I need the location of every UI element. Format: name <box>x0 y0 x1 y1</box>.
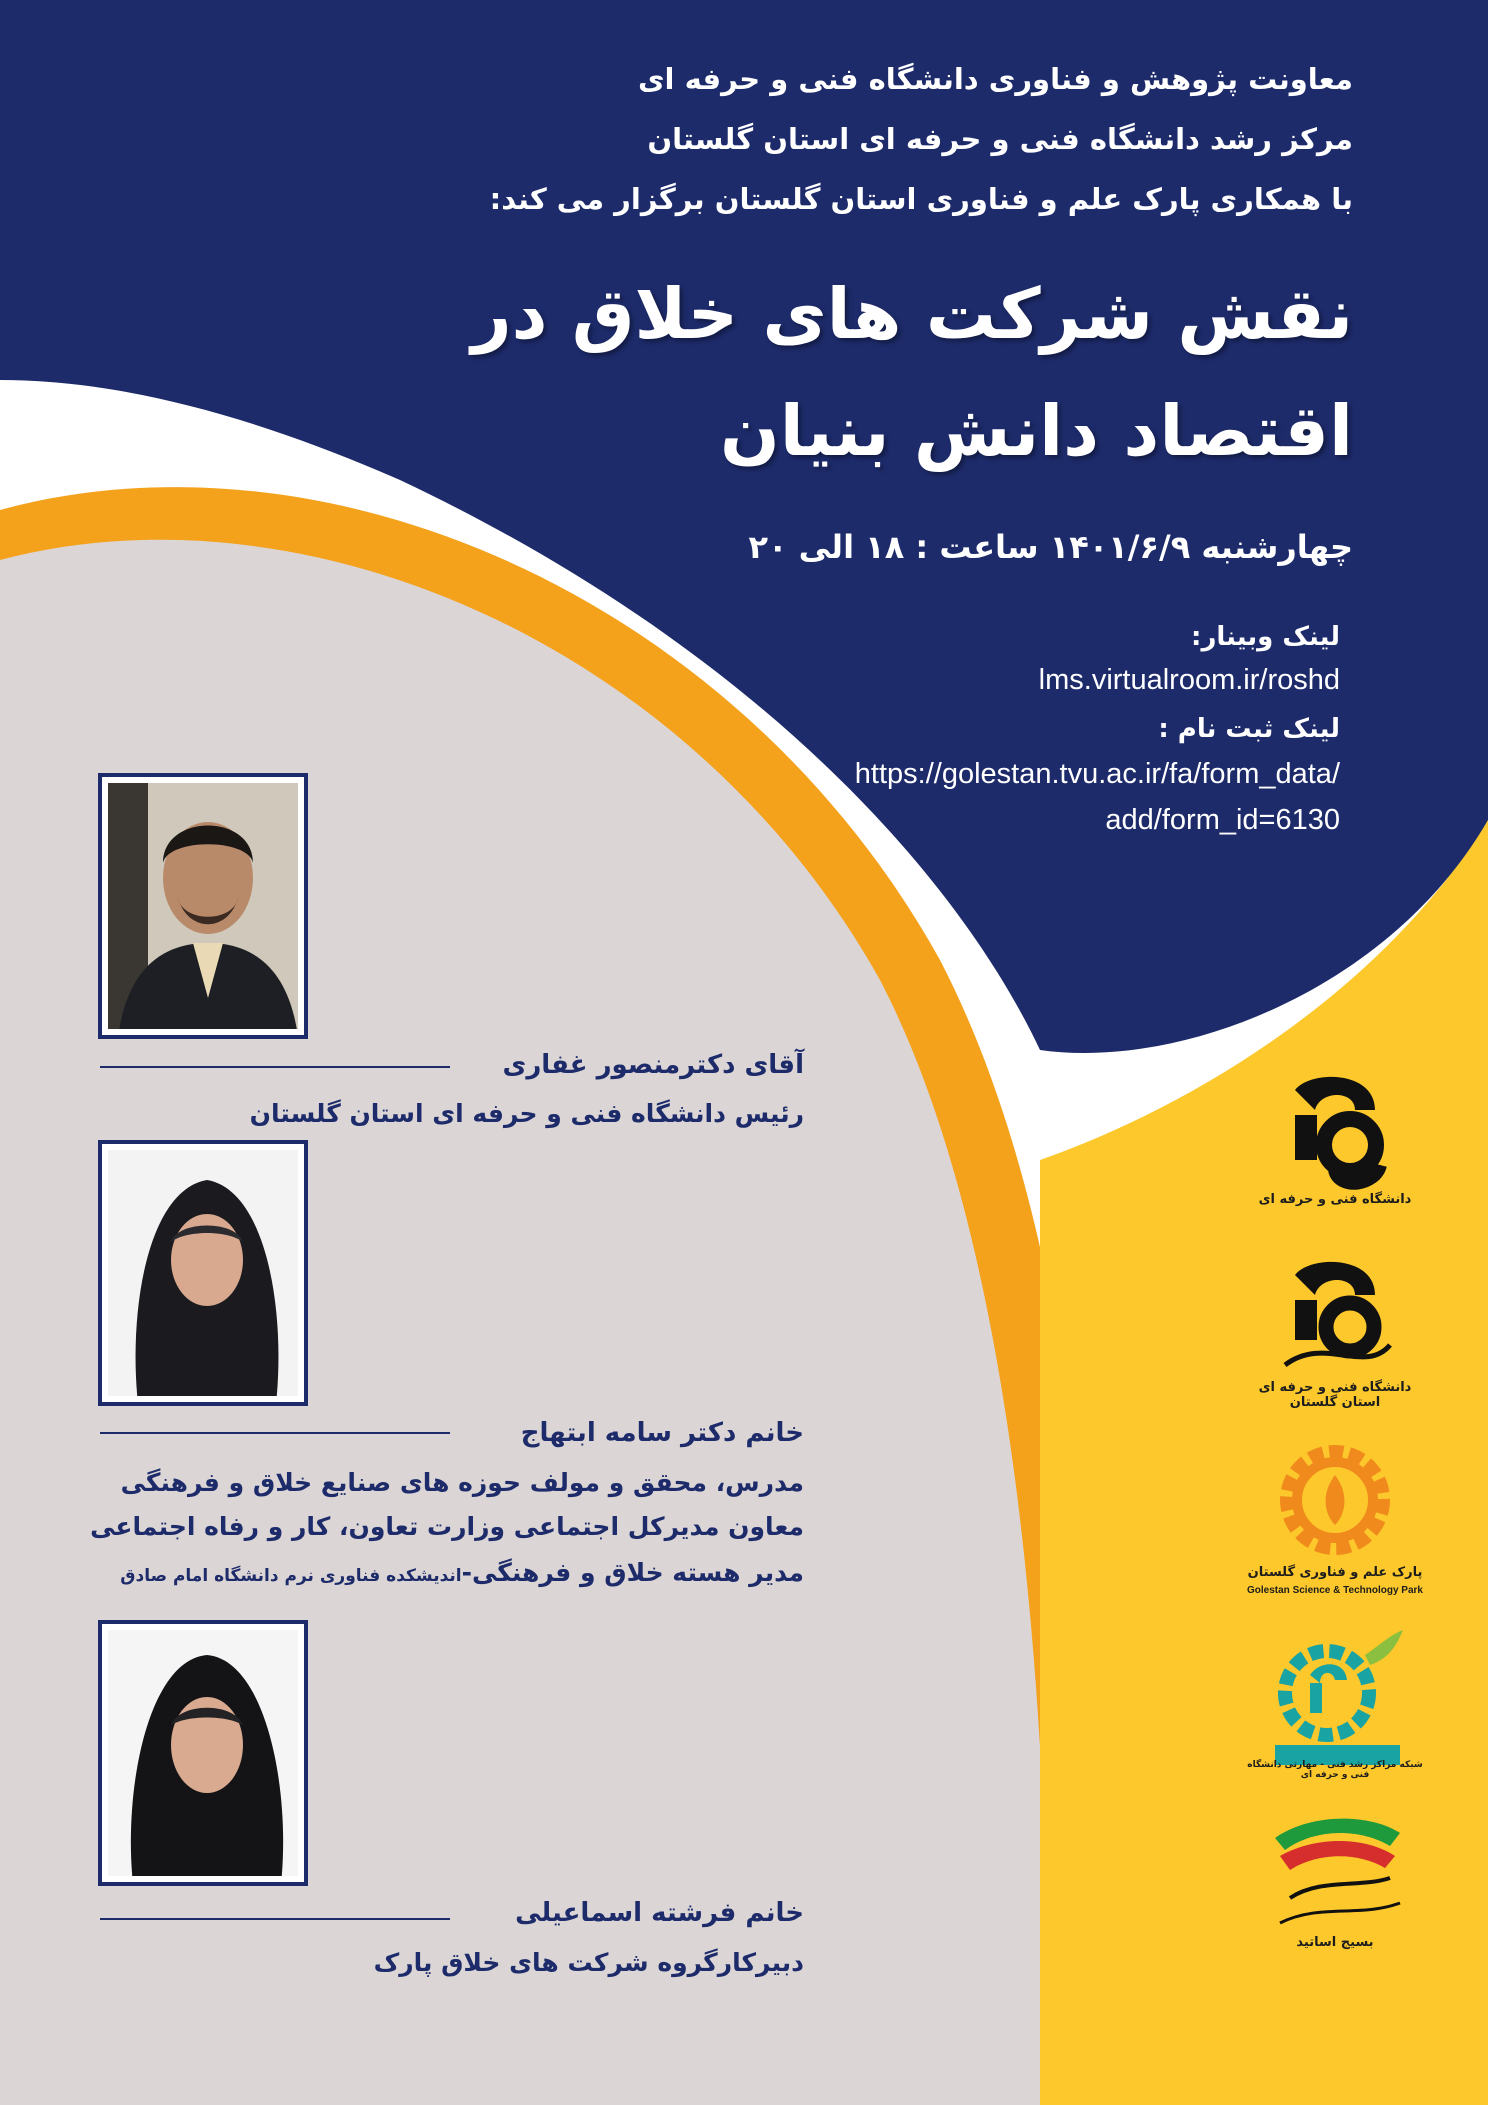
organizer-line-1: معاونت پژوهش و فناوری دانشگاه فنی و حرفه ای <box>637 62 1353 96</box>
speaker-2-divider <box>100 1432 450 1434</box>
tvu-logo-icon <box>1280 1070 1390 1190</box>
speaker-2-role-3 <box>120 1552 804 1594</box>
registration-link-label: لینک ثبت نام : <box>1158 714 1340 744</box>
registration-link-line-1[interactable]: https://golestan.tvu.ac.ir/fa/form_data/ <box>854 758 1340 790</box>
speaker-2-role-3-main: مدیر هسته خلاق و فرهنگی- <box>461 1558 804 1587</box>
registration-link-line-2[interactable]: add/form_id=6130 <box>1105 804 1340 836</box>
event-title-line-1: نقش شرکت های خلاق در <box>471 273 1353 355</box>
speaker-2-role-1: مدرس، محقق و مولف حوزه های صنایع خلاق و فرهنگی <box>120 1468 804 1497</box>
speaker-1-photo <box>98 773 308 1039</box>
event-title-line-2: اقتصاد دانش بنیان <box>720 390 1353 472</box>
webinar-link[interactable]: lms.virtualroom.ir/roshd <box>1038 664 1340 696</box>
speaker-2-photo <box>98 1140 308 1406</box>
webinar-link-label: لینک وبینار: <box>1191 622 1340 652</box>
woman-portrait-icon <box>108 1150 298 1396</box>
speaker-3-name: خانم فرشته اسماعیلی <box>515 1898 804 1928</box>
science-park-gear-logo-icon <box>1270 1435 1400 1565</box>
speaker-3-role: دبیرکارگروه شرکت های خلاق پارک <box>373 1948 804 1977</box>
speaker-1-divider <box>100 1066 450 1068</box>
organizer-line-2: مرکز رشد دانشگاه فنی و حرفه ای استان گلستان <box>647 122 1353 156</box>
speaker-1-role: رئیس دانشگاه فنی و حرفه ای استان گلستان <box>249 1099 804 1128</box>
incubator-network-logo-icon <box>1265 1625 1410 1770</box>
event-datetime: چهارشنبه ۱۴۰۱/۶/۹ ساعت : ۱۸ الی ۲۰ <box>748 528 1353 566</box>
logo-3-caption-en: Golestan Science & Technology Park <box>1247 1585 1423 1596</box>
woman-portrait-icon <box>108 1630 298 1876</box>
tvu-golestan-logo-icon <box>1275 1255 1395 1375</box>
logo-4-caption: شبکه مراکز رشد فنی - مهارتی دانشگاه فنی و حرفه ای <box>1247 1760 1423 1780</box>
speaker-2-name: خانم دکتر سامه ابتهاج <box>520 1418 804 1448</box>
logo-1-caption: دانشگاه فنی و حرفه ای <box>1258 1192 1412 1207</box>
organizer-line-3: با همکاری پارک علم و فناوری استان گلستان برگزار می کند: <box>489 182 1353 216</box>
speaker-3-divider <box>100 1918 450 1920</box>
logo-2-caption: دانشگاه فنی و حرفه ای استان گلستان <box>1258 1380 1412 1410</box>
speaker-2-role-2: معاون مدیرکل اجتماعی وزارت تعاون، کار و رفاه اجتماعی <box>90 1512 804 1541</box>
speaker-2-role-3-detail: اندیشکده فناوری نرم دانشگاه امام صادق <box>120 1566 462 1586</box>
logo-3-caption: پارک علم و فناوری گلستان <box>1247 1565 1423 1580</box>
speaker-3-photo <box>98 1620 308 1886</box>
basij-professors-logo-icon <box>1260 1808 1410 1938</box>
logo-5-caption: بسیج اساتید <box>1296 1935 1374 1950</box>
man-portrait-icon <box>108 783 298 1029</box>
speaker-1-name: آقای دکترمنصور غفاری <box>502 1050 804 1080</box>
